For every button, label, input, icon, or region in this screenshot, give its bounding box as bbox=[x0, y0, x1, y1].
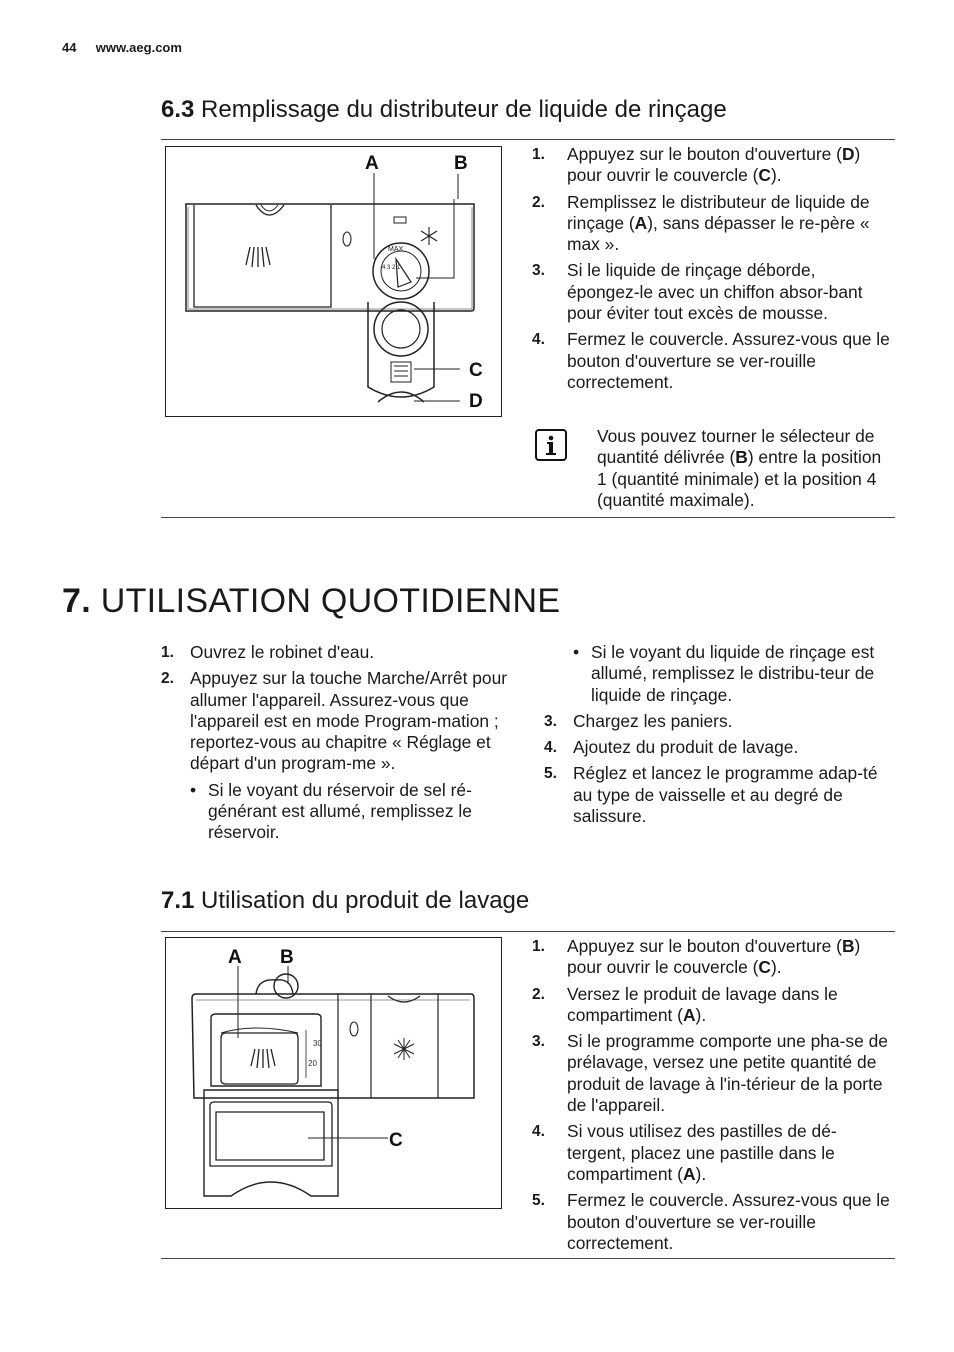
detergent-dispenser-figure bbox=[165, 937, 502, 1209]
list-item: 3. Si le programme comporte une pha-se de prélavage, versez une petite quantité de produit de lavage à l'in-térieur de la porte de l'appareil. bbox=[532, 1031, 888, 1116]
section-6-3-title bbox=[161, 96, 727, 124]
info-icon bbox=[535, 429, 567, 461]
bullet-item: • Si le voyant du liquide de rinçage est allumé, remplissez le distribu-teur de liquide de rinçage. bbox=[573, 642, 875, 705]
list-item: 1. Appuyez sur le bouton d'ouverture (B) pour ouvrir le couvercle (C). bbox=[532, 936, 861, 978]
chapter-7-title bbox=[62, 582, 560, 621]
figure-label-c: C bbox=[389, 1130, 403, 1151]
chapter-7-left-column bbox=[161, 642, 511, 849]
list-item: 3. Si le liquide de rinçage déborde, épongez-le avec un chiffon absor-bant pour éviter tout excès de mousse. bbox=[532, 260, 863, 324]
list-item: 1. Ouvrez le robinet d'eau. bbox=[161, 642, 375, 662]
section-7-1-title bbox=[161, 887, 529, 915]
website-link[interactable]: www.aeg.com bbox=[95, 40, 182, 55]
list-item: 5. Réglez et lancez le programme adap-té au type de vaisselle et au degré de salissure. bbox=[544, 763, 878, 827]
figure-label-b: B bbox=[454, 153, 468, 174]
chapter-title-text: UTILISATION QUOTIDIENNE bbox=[100, 582, 561, 620]
list-item: 4. Fermez le couvercle. Assurez-vous que le bouton d'ouverture se ver-rouille correctement. bbox=[532, 329, 890, 392]
bullet-item: • Si le voyant du réservoir de sel ré-générant est allumé, remplissez le réservoir. bbox=[190, 779, 472, 843]
section-number: 6.3 bbox=[161, 96, 195, 123]
scale-mark-20: 20 bbox=[308, 1059, 317, 1068]
chapter-number: 7. bbox=[62, 582, 91, 620]
section-number: 7.1 bbox=[161, 887, 195, 914]
list-item: 4. Ajoutez du produit de lavage. bbox=[544, 737, 799, 758]
list-item: 2. Versez le produit de lavage dans le compartiment (A). bbox=[532, 983, 838, 1025]
figure-label-c: C bbox=[469, 360, 483, 381]
section-rule bbox=[161, 139, 895, 140]
section-rule bbox=[161, 517, 895, 518]
figure-label-d: D bbox=[469, 391, 483, 412]
scale-mark-30: 30 bbox=[313, 1039, 322, 1048]
section-title-text: Utilisation du produit de lavage bbox=[201, 887, 530, 914]
figure-label-a: A bbox=[365, 153, 379, 174]
list-item: 5. Fermez le couvercle. Assurez-vous que le bouton d'ouverture se ver-rouille correctement. bbox=[532, 1190, 890, 1253]
section-6-3-steps bbox=[532, 144, 892, 398]
section-7-1-steps bbox=[532, 936, 892, 1259]
svg-text:MAX: MAX bbox=[388, 246, 404, 253]
rinse-aid-dispenser-figure bbox=[165, 146, 502, 417]
info-note: Vous pouvez tourner le sélecteur de quantité délivrée (B) entre la position 1 (quantité minimale) et la position 4 (quantité maximale). bbox=[597, 426, 882, 510]
list-item: 2. Remplissez le distributeur de liquide de rinçage (A), sans dépasser le re-père « max ». bbox=[532, 191, 870, 255]
chapter-7-right-column bbox=[544, 642, 896, 832]
list-item: 4. Si vous utilisez des pastilles de dé-tergent, placez une pastille dans le compartiment (A). bbox=[532, 1121, 837, 1184]
section-rule bbox=[161, 1258, 895, 1259]
figure-label-b: B bbox=[280, 947, 294, 968]
page-header bbox=[62, 40, 182, 55]
list-item: 1. Appuyez sur le bouton d'ouverture (D) pour ouvrir le couvercle (C). bbox=[532, 144, 861, 186]
list-item: 3. Chargez les paniers. bbox=[544, 710, 733, 731]
figure-label-a: A bbox=[228, 947, 242, 968]
list-item: 2. Appuyez sur la touche Marche/Arrêt pour allumer l'appareil. Assurez-vous que l'appareil est en mode Program-mation ; reportez-vous au chapitre « Réglage et départ d'un program-me ». bbox=[161, 668, 508, 774]
section-title-text: Remplissage du distributeur de liquide de rinçage bbox=[201, 96, 727, 123]
page-number: 44 bbox=[62, 40, 77, 55]
svg-text:4 3 2 1: 4 3 2 1 bbox=[382, 265, 401, 271]
section-rule bbox=[161, 931, 895, 932]
